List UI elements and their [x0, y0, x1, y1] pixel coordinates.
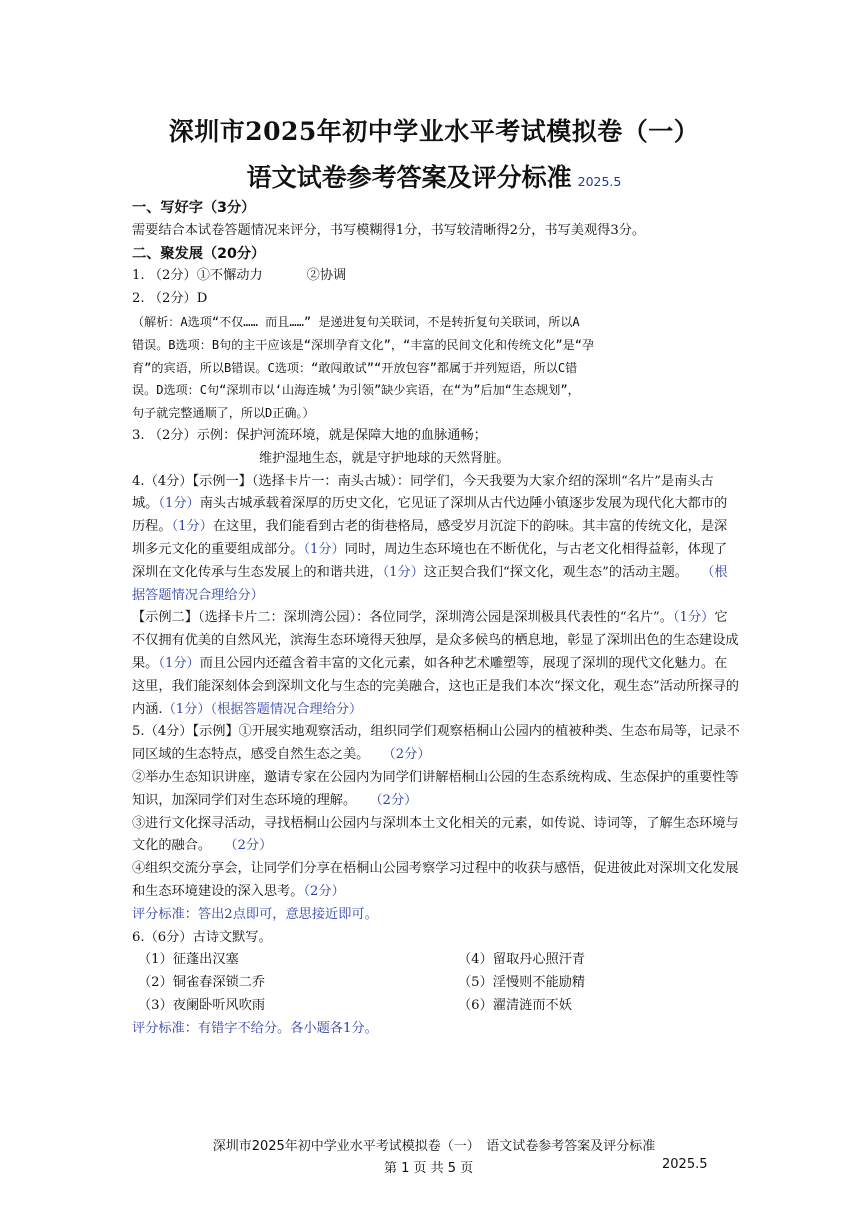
q4-points: （1分）: [171, 519, 213, 535]
answer-content: [132, 197, 740, 1040]
subtitle-text: 语文试卷参考答案及评分标准: [246, 163, 572, 192]
q4-points: （1分）: [303, 541, 345, 557]
q5-points: （2分）: [303, 883, 345, 899]
question-1: [132, 265, 740, 288]
q2-explanation-line: 育”的宾语，所以B错误。C选项：“敢闯敢试”“开放包容”都属于并列短语，所以C错: [132, 360, 578, 375]
section-1-text: 需要结合本试卷答题情况来评分，书写模糊得1分，书写较清晰得2分，书写美观得3分。: [132, 222, 646, 238]
q1-answer-a: 1. （2分）①不懈动力: [132, 268, 263, 284]
q6-answer: （3）夜阑卧听风吹雨: [138, 997, 266, 1013]
subtitle-date: 2025.5: [577, 174, 622, 189]
question-3-line-2: 维护湿地生态，就是守护地球的天然肾脏。: [259, 450, 510, 466]
footer-page-number: 第 1 页 共 5 页: [384, 1161, 474, 1176]
question-5-item-3: [132, 813, 740, 859]
question-4-example-2: [132, 607, 740, 721]
q4-text: 它不仅拥有优美的自然风光，滨海生态环境得天独厚，是众多候鸟的栖息地，彰显了深圳出色的生态建设成果。: [132, 610, 739, 671]
document-title: 深圳市2025年初中学业水平考试模拟卷（一）: [168, 117, 700, 146]
q5-text: ②举办生态知识讲座，邀请专家在公园内为同学们讲解梧桐山公园的生态系统构成、生态保护的重要性等知识，加深同学们对生态环境的理解。: [132, 769, 739, 808]
question-5-item-1: [132, 721, 740, 767]
section-2-heading: 二、聚发展（20分）: [132, 245, 266, 262]
q4-points: （1分）: [158, 496, 200, 512]
q4-points: （1分）: [672, 610, 715, 626]
q6-answer: （5）淫慢则不能励精: [458, 975, 586, 991]
q4-text: 这正契合我们“探文化，观生态”的活动主题。: [423, 564, 682, 580]
question-2-answer: 2. （2分）D: [132, 291, 208, 307]
question-2-explanation: [132, 311, 740, 425]
question-5-item-2: [132, 767, 740, 813]
question-4-example-1: [132, 471, 740, 608]
question-5-item-4: [132, 858, 740, 904]
q5-points: （2分）: [375, 792, 418, 808]
q6-answer: （2）铜雀春深锁二乔: [138, 975, 266, 991]
q5-points: （2分）: [389, 747, 431, 763]
q4-points: （1分）: [158, 655, 200, 671]
q4-scoring-note: （根据答题情况合理给分）: [210, 701, 363, 717]
q5-points: （2分）: [230, 838, 273, 854]
q4-text: 在这里，我们能看到古老的街巷格局，感受岁月沉淀下的韵味。其丰富的传统文化，是深圳多元文化的重要组成部分。: [132, 519, 728, 557]
q6-answer: （4）留取丹心照汗青: [458, 952, 586, 968]
question-6-scoring-standard: 评分标准：有错字不给分。各小题各1分。: [132, 1020, 378, 1036]
q5-text: 5.（4分）【示例】①开展实地观察活动，组织同学们观察梧桐山公园内的植被种类、生态布局等，记录不同区域的生态特点，感受自然生态之美。: [132, 724, 740, 763]
q4-points: （1分）: [382, 564, 424, 580]
q2-explanation-line: （解析：A选项“不仅…… 而且……” 是递进复句关联词，不是转折复句关联词，所以A: [132, 314, 580, 329]
q5-text: ③进行文化探寻活动，寻找梧桐山公园内与深圳本土文化相关的元素，如传说、诗词等，了解生态环境与文化的融合。: [132, 815, 739, 854]
document-subtitle: [0, 158, 868, 194]
q1-answer-b: ②协调: [306, 268, 347, 284]
q2-explanation-line: 错误。B选项：B句的主干应该是“深圳孕育文化”，“丰富的民间文化和传统文化”是“孕: [132, 337, 595, 352]
question-5-scoring-standard: 评分标准：答出2点即可，意思接近即可。: [132, 906, 378, 922]
q4-text: 而且公园内还蕴含着丰富的文化元素，如各种艺术雕塑等，展现了深圳的现代文化魅力。在这里，我们能深刻体会到深圳文化与生态的完美融合，这也正是我们本次“探文化，观生态”活动所探寻的内涵.: [132, 655, 739, 717]
q4-points: （1分）: [162, 701, 211, 717]
q2-explanation-line: 句子就完整通顺了，所以D正确。）: [132, 406, 315, 421]
section-1-heading: 一、写好字（3分）: [132, 200, 256, 216]
footer-title: 深圳市2025年初中学业水平考试模拟卷（一） 语文试卷参考答案及评分标准: [212, 1139, 656, 1154]
question-3-line-1: 3. （2分）示例：保护河流环境，就是保障大地的血脉通畅；: [132, 427, 487, 443]
q6-answer: （1）征蓬出汉塞: [138, 952, 239, 968]
question-6-answers: [132, 949, 740, 1017]
q2-explanation-line: 误。D选项：C句“深圳市以‘山海连城’为引领”缺少宾语，在“为”后加“生态规划”，: [132, 383, 580, 398]
q4-text: 同时，周边生态环境也在不断优化，与古老文化相得益彰，体现了深圳在文化传承与生态发展上的和谐共进，: [132, 541, 728, 580]
q5-text: ④组织交流分享会，让同学们分享在梧桐山公园考察学习过程中的收获与感悟，促进彼此对深圳文化发展和生态环境建设的深入思考。: [132, 861, 739, 899]
footer-date: 2025.5: [662, 1157, 708, 1172]
q4-text: 4.（4分）【示例一】（选择卡片一：南头古城）：同学们，今天我要为大家介绍的深圳“名片”是南头古城。: [132, 473, 714, 512]
question-6-heading: 6.（6分）古诗文默写。: [132, 929, 272, 945]
q4-text: 南头古城承载着深厚的历史文化，它见证了深圳从古代边陲小镇逐步发展为现代化大都市的历程。: [132, 496, 728, 535]
q6-answer: （6）濯清涟而不妖: [458, 997, 572, 1013]
q4-scoring-note: （根据答题情况合理给分）: [132, 564, 728, 603]
q4-text: 【示例二】（选择卡片二：深圳湾公园）：各位同学，深圳湾公园是深圳极具代表性的“名片”。: [132, 610, 673, 626]
